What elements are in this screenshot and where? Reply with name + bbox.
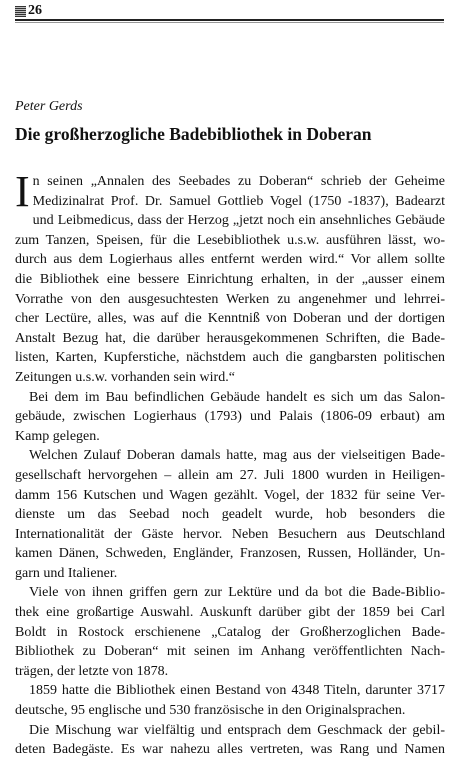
text-line: Welchen Zulauf Doberan damals hatte, mag aus der vielseitigen Bade- (29, 448, 445, 464)
article-title: Die großherzogliche Badebibliothek in Doberan (15, 124, 372, 144)
text-line: garn und Italiener. (15, 565, 118, 581)
text-line: trägen, der letzte von 1878. (15, 663, 169, 679)
text-line: dienste um das Seebad noch geadelt wurde, hob besonders die (15, 507, 445, 523)
text-line: Internationalität der Gäste hervor. Neben Besuchern aus Deutschland (15, 526, 445, 542)
page-marker-icon (15, 6, 26, 17)
text-line: Die Mischung war vielfältig und entsprach dem Geschmack der gebil- (29, 722, 445, 738)
article-body (15, 167, 445, 760)
text-line: zum Tanzen, Speisen, für die Lesebibliothek u.s.w. ausführen lässt, wo- (15, 232, 445, 248)
text-line: thek eine großartige Auswahl. Auskunft darüber gibt der 1859 bei Carl (15, 605, 445, 621)
paragraph (15, 583, 445, 681)
paragraph (15, 721, 445, 760)
text-line: deutsche, 95 englische und 530 französische in den Originalsprachen. (15, 703, 406, 719)
page-header (0, 0, 454, 22)
drop-cap: I (15, 167, 30, 216)
header-rule-thin (15, 22, 444, 23)
text-line: Medizinalrat Prof. Dr. Samuel Gottlieb Vogel (1750 -1837), Badearzt (32, 193, 445, 209)
text-line: cher Lectüre, alles, was auf die Kenntniß von Doberan und der dortigen (15, 311, 445, 327)
text-line: und Leibmedicus, dass der Herzog „jetzt noch ein ansehnliches Gebäude (32, 213, 445, 229)
author-name: Peter Gerds (15, 99, 83, 114)
text-line: Boldt in Rostock erschienene „Catalog der Großherzoglichen Bade- (15, 624, 445, 640)
text-line: gesellschaft hervorgehen – allein am 27. Juli 1800 wurden in Heiligen- (15, 467, 445, 483)
page-number: 26 (28, 3, 42, 18)
paragraph (15, 167, 445, 388)
text-line: gebäude, zwischen Logierhaus (1793) und Palais (1806-09 erbaut) am (15, 409, 445, 425)
text-line: listen, Karten, Kupferstiche, nächstdem auch die gangbarsten politischen (15, 350, 445, 366)
paragraph (15, 681, 445, 720)
text-line: durch aus dem Logierhaus alles entfernt werden wird.“ Vor allem sollte (15, 252, 445, 268)
text-line: Bei dem im Bau befindlichen Gebäude handelt es sich um das Salon- (29, 389, 445, 405)
text-line: Viele von ihnen griffen gern zur Lektüre und da bot die Bade-Biblio- (29, 585, 445, 601)
text-line: n seinen „Annalen des Seebades zu Doberan“ schrieb der Geheime (32, 174, 445, 189)
text-line: Bibliothek zu Doberan“ mit seinen im Anhang veröffentlichten Nach- (15, 644, 445, 660)
text-line: Vorrathe von den ausgesuchtesten Werken zu angenehmer und lehrrei- (15, 291, 445, 307)
text-line: Kamp gelegen. (15, 428, 100, 444)
text-line: 1859 hatte die Bibliothek einen Bestand von 4348 Titeln, darunter 3717 (29, 683, 445, 699)
text-line: Zeitungen u.s.w. vorhanden sein wird.“ (15, 369, 235, 385)
paragraph (15, 446, 445, 583)
header-rule (15, 19, 444, 21)
text-line: kamen Dänen, Schweden, Engländer, Franzosen, Russen, Holländer, Un- (15, 546, 445, 562)
text-line: die Bibliothek eine bessere Einrichtung erhalten, in der „ausser einem (15, 271, 445, 287)
text-line: Anstalt Bezug hat, die darüber herausgekommenen Schriften, die Bade- (15, 330, 445, 346)
text-line: deten Badegäste. Es war nahezu alles vertreten, was Rang und Namen (15, 742, 445, 758)
paragraph (15, 388, 445, 447)
text-line: damm 156 Kutschen und Wagen gezählt. Vogel, der 1832 für seine Ver- (15, 487, 445, 503)
